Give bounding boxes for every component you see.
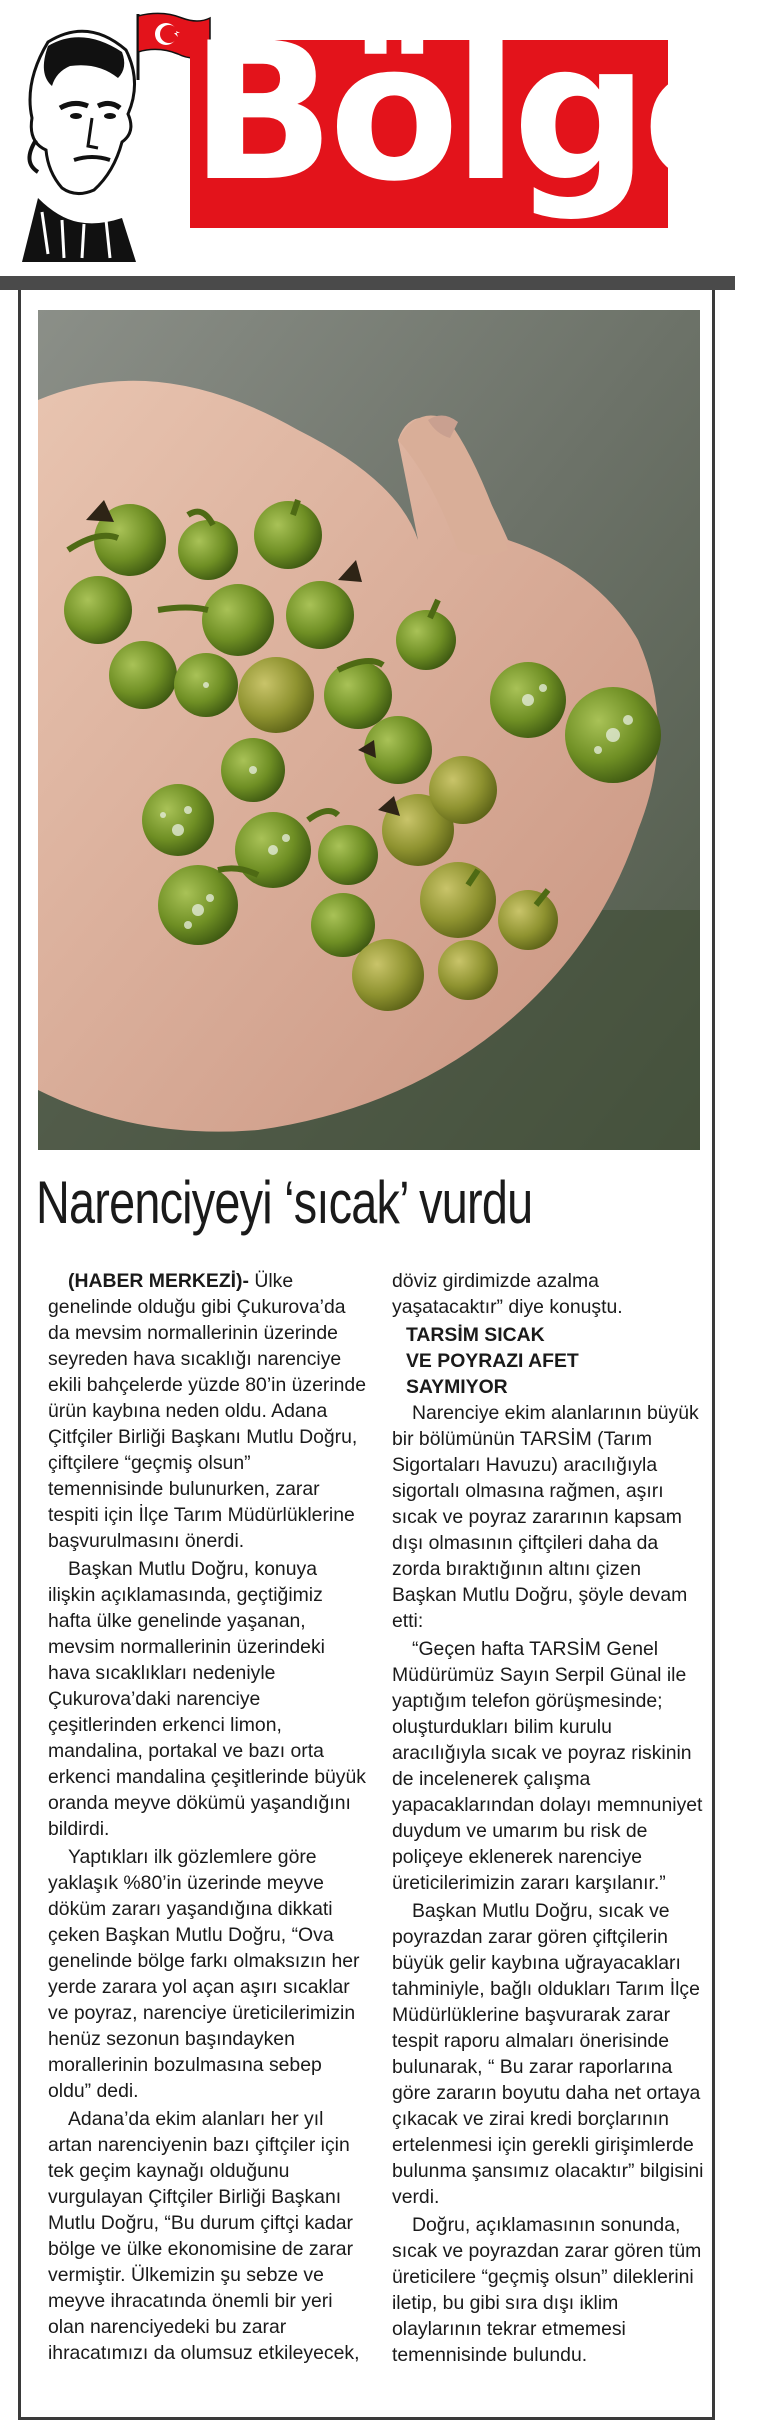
article-paragraph: Yaptıkları ilk gözlemlere göre yaklaşık %80’in üzerinde meyve döküm zararı yaşandığına dikkati çeken Başkan Mutlu Doğru, “Ova genelinde bölge farkı olmaksızın her yerde zarara yol açan aşırı sıcaklar ve poyraz, narenciye üreticilerimizin henüz sezonun başındayken morallerinin bozulmasına sebep oldu” dedi.: [48, 1846, 360, 2102]
lead-text: Ülke genelinde olduğu gibi Çukurova’da da mevsim normallerinin üzerinde seyreden hava sıcaklığı narenciye ekili bahçelerde yüzde 80’in üzerinde ürün kaybına neden oldu. Adana Çitfçiler Birliği Başkanı Mutlu Doğru, çiftçilere “geçmiş olsun” temennisinde bulunurken, zarar tespiti için İlçe Tarım Müdürlüklerine başvurulmasını önerdi.: [48, 1270, 366, 1552]
article-photo: [38, 310, 700, 1150]
subheading-line: TARSİM SICAK: [406, 1324, 545, 1346]
article-paragraph: Adana’da ekim alanları her yıl artan narenciyenin bazı çiftçiler için tek geçim kaynağı olduğunu vurgulayan Çiftçiler Birliği Başkanı Mutlu Doğru, “Bu durum çiftçi kadar bölge ve ülke ekonomisine de zarar vermiştir. Ülkemizin şu sebze ve meyve ihracatında önemli bir yeri olan narenciyedeki bu zarar ihracatımızı da olumsuz etkileyecek,: [48, 2108, 360, 2364]
article-column-right: [392, 1268, 706, 2370]
article-paragraph: “Geçen hafta TARSİM Genel Müdürümüz Sayın Serpil Günal ile yaptığım telefon görüşmesinde; oluşturdukları bilim kurulu aracılığıyla sıcak ve poyraz riskinin de incelenerek çalışma yapacaklarından dolayı memnuniyet duydum ve umarım bu risk de poliçeye eklenerek narenciye üreticilerimizin zararı karşılanır.”: [392, 1638, 703, 1894]
article-paragraph: Başkan Mutlu Doğru, konuya ilişkin açıklamasında, geçtiğimiz hafta ülke genelinde yaşanan, mevsim normallerinin üzerindeki hava sıcaklıkları nedeniyle Çukurova’daki narenciye çeşitlerinden erkenci limon, mandalina, portakal ve bazı orta erkenci mandalina çeşitlerinde büyük oranda meyve dökümü yaşandığını bildirdi.: [48, 1558, 366, 1840]
subheading: [392, 1322, 706, 1400]
lead-tag: (HABER MERKEZİ)-: [68, 1270, 249, 1292]
masthead-rule: [0, 276, 735, 290]
subheading-line: VE POYRAZI AFET: [406, 1350, 579, 1372]
article-paragraph-continued: döviz girdimizde azalma yaşatacaktır” diye konuştu.: [392, 1270, 623, 1318]
article-paragraph: Doğru, açıklamasının sonunda, sıcak ve poyrazdan zarar gören tüm üreticilere “geçmiş olsun” dileklerini iletip, bu gibi sıra dışı iklim olaylarının tekrar etmemesi temennisinde bulundu.: [392, 2214, 702, 2366]
subheading-line: SAYMIYOR: [406, 1376, 508, 1398]
headline: Narenciyeyi ‘sıcak’ vurdu: [36, 1169, 533, 1236]
article-paragraph: Narenciye ekim alanlarının büyük bir bölümünün TARSİM (Tarım Sigortaları Havuzu) aracılığıyla sigortalı olmasına rağmen, aşırı sıcak ve poyraz zararının kapsam dışı olmasının çiftçileri daha da zorda bıraktığının altını çizen Başkan Mutlu Doğru, şöyle devam etti:: [392, 1402, 699, 1632]
logo-block: [190, 2, 765, 228]
logo-text: Bölge: [190, 2, 765, 223]
article-column-left: [48, 1268, 368, 2368]
article-paragraph-lead: [48, 1268, 368, 1554]
article-paragraph: Başkan Mutlu Doğru, sıcak ve poyrazdan zarar gören çiftçilerin büyük gelir kaybına uğrayacakları tahminiyle, bağlı oldukları Tarım İlçe Müdürlüklerine başvurarak zarar tespit raporu almaları önerisinde bulunarak, “ Bu zarar raporlarına göre zararın boyutu daha net ortaya çıkacak ve zirai kredi borçlarının ertelenmesi için gerekli girişimlerde bulunma şansımız olacaktır” bilgisini verdi.: [392, 1900, 704, 2208]
masthead: [0, 0, 765, 282]
hand-holding-fallen-fruit-image: [38, 310, 700, 1150]
portrait-illustration-icon: [18, 22, 148, 262]
